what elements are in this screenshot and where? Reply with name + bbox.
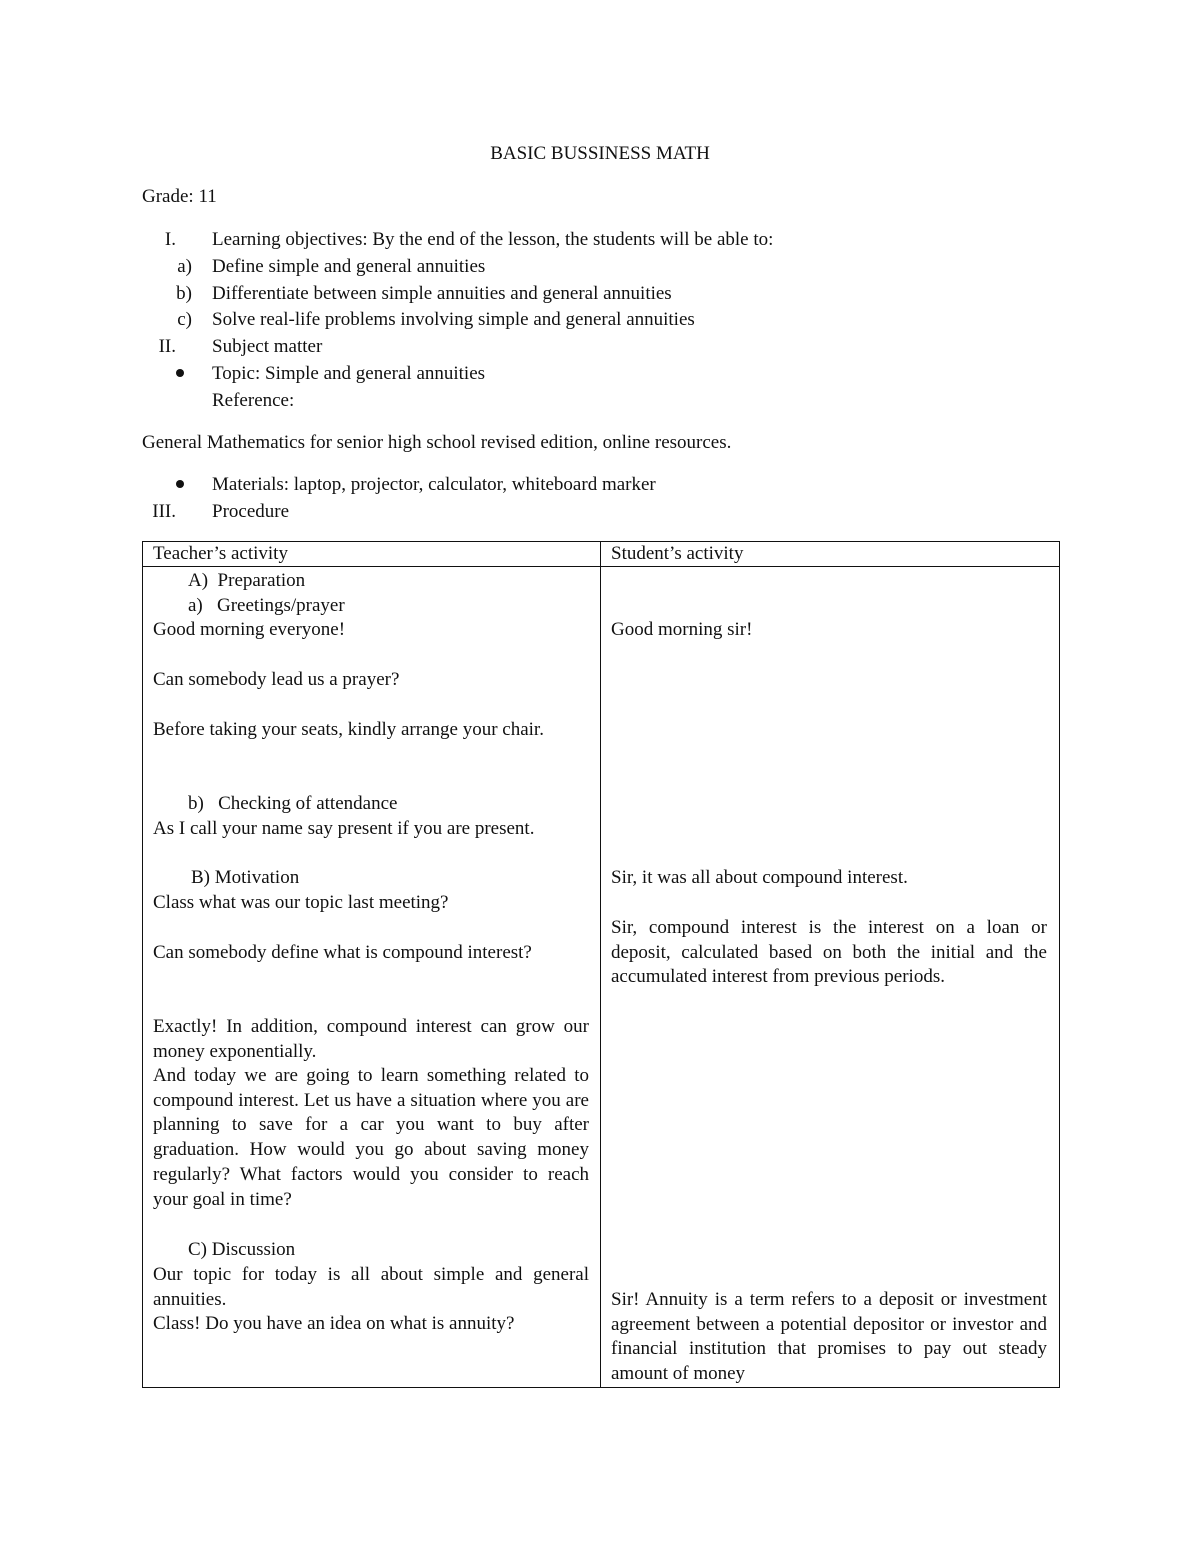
preparation-heading: A) Preparation <box>188 570 306 591</box>
discussion-heading: C) Discussion <box>188 1239 296 1260</box>
teacher-annuity-idea: Class! Do you have an idea on what is annuity? <box>153 1313 515 1334</box>
objective-b-label: b) <box>176 283 192 304</box>
attendance-heading: b) Checking of attendance <box>188 793 398 814</box>
objective-b-text: Differentiate between simple annuities and general annuities <box>212 283 672 304</box>
teacher-our-topic: Our topic for today is all about simple and general annuities. <box>153 1264 589 1310</box>
section-i-label: I. <box>164 229 176 250</box>
section-iii-text: Procedure <box>212 501 290 522</box>
header-student-activity: Student’s activity <box>611 543 744 564</box>
student-annuity-answer: Sir! Annuity is a term refers to a deposit or investment agreement between a potential depositor or investor and financial institution that promises to pay out steady amount of money <box>611 1289 1047 1385</box>
objective-c-label: c) <box>177 309 192 330</box>
teacher-greeting: Good morning everyone! <box>153 619 346 640</box>
topic-text: Topic: Simple and general annuities <box>212 363 486 384</box>
student-ci-topic: Sir, it was all about compound interest. <box>611 867 908 888</box>
header-teacher-activity: Teacher’s activity <box>153 543 288 564</box>
student-ci-definition: Sir, compound interest is the interest on a loan or deposit, calculated based on both the initial and the accumulated interest from previous periods. <box>611 917 1047 988</box>
student-greeting: Good morning sir! <box>611 619 753 640</box>
motivation-heading: B) Motivation <box>191 867 300 888</box>
teacher-last-topic: Class what was our topic last meeting? <box>153 892 449 913</box>
reference-label: Reference: <box>212 390 295 411</box>
student-activity-cell <box>601 567 1059 1387</box>
procedure-table <box>142 541 1060 1388</box>
teacher-exactly: Exactly! In addition, compound interest can grow our money exponentially. <box>153 1016 589 1062</box>
objective-a-text: Define simple and general annuities <box>212 256 486 277</box>
objective-c-text: Solve real-life problems involving simple and general annuities <box>212 309 695 330</box>
bullet-icon <box>176 369 184 377</box>
section-iii-label: III. <box>152 501 176 522</box>
objective-a-label: a) <box>177 256 192 277</box>
table-row <box>143 567 1060 1388</box>
bullet-icon <box>176 480 184 488</box>
section-i-text: Learning objectives: By the end of the lesson, the students will be able to: <box>212 229 774 250</box>
teacher-activity-cell <box>143 567 600 1387</box>
table-header-row <box>143 542 1060 567</box>
teacher-call-name: As I call your name say present if you are present. <box>153 818 535 839</box>
page-title: BASIC BUSSINESS MATH <box>490 143 710 164</box>
teacher-define-ci: Can somebody define what is compound interest? <box>153 942 532 963</box>
teacher-arrange: Before taking your seats, kindly arrange your chair. <box>153 719 544 740</box>
grade-line: Grade: 11 <box>142 186 217 207</box>
teacher-today: And today we are going to learn something related to compound interest. Let us have a situation where you are planning to save for a car you want to buy after graduation. How would you go about saving money regularly? What factors would you consider to reach your goal in time? <box>153 1065 589 1210</box>
materials-text: Materials: laptop, projector, calculator, whiteboard marker <box>212 474 656 495</box>
teacher-prayer: Can somebody lead us a prayer? <box>153 669 400 690</box>
reference-text: General Mathematics for senior high school revised edition, online resources. <box>142 432 732 453</box>
section-ii-text: Subject matter <box>212 336 323 357</box>
greetings-heading: a) Greetings/prayer <box>188 595 345 616</box>
section-ii-label: II. <box>158 336 176 357</box>
